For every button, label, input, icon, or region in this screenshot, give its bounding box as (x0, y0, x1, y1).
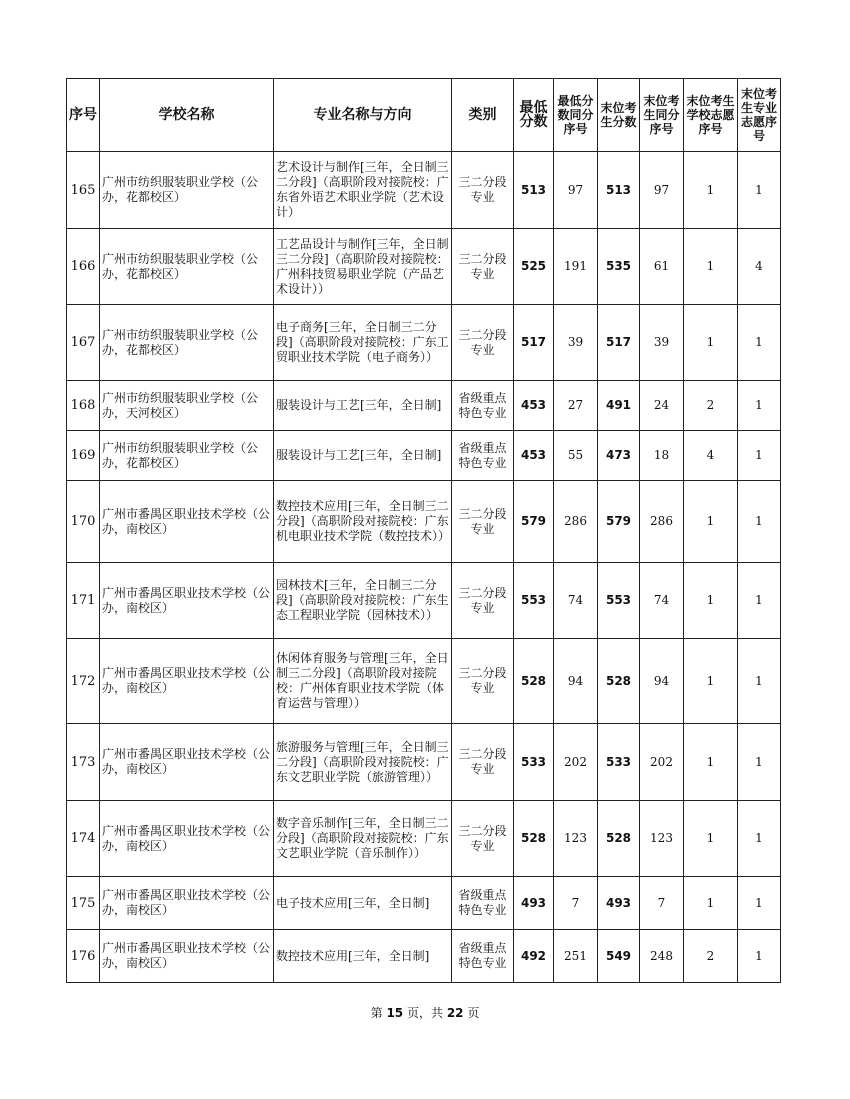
cell-school-pref: 2 (684, 930, 738, 983)
cell-min-rank: 74 (554, 563, 598, 639)
cell-major: 电子技术应用[三年，全日制] (274, 877, 452, 930)
table-row (67, 305, 781, 381)
cell-major-pref: 1 (738, 431, 781, 481)
cell-seq: 173 (67, 724, 100, 801)
cell-seq: 175 (67, 877, 100, 930)
cell-last-rank: 94 (640, 639, 684, 724)
cell-last-score: 579 (598, 481, 640, 563)
table-row (67, 930, 781, 983)
footer-page-number: 15 (386, 1006, 404, 1020)
table-row (67, 801, 781, 877)
cell-school-pref: 1 (684, 724, 738, 801)
cell-school-pref: 1 (684, 563, 738, 639)
cell-last-rank: 248 (640, 930, 684, 983)
cell-min-score: 525 (514, 229, 554, 305)
page-footer (0, 1004, 850, 1021)
cell-min-score: 528 (514, 639, 554, 724)
cell-last-score: 528 (598, 801, 640, 877)
cell-last-rank: 7 (640, 877, 684, 930)
cell-major-pref: 4 (738, 229, 781, 305)
cell-category: 省级重点特色专业 (452, 431, 514, 481)
cell-last-rank: 286 (640, 481, 684, 563)
cell-major: 休闲体育服务与管理[三年，全日制三二分段]（高职阶段对接院校：广州体育职业技术学院（体育运营与管理）） (274, 639, 452, 724)
cell-school: 广州市纺织服装职业学校（公办，花都校区） (100, 229, 274, 305)
cell-school-pref: 1 (684, 481, 738, 563)
cell-school-pref: 1 (684, 801, 738, 877)
cell-last-rank: 61 (640, 229, 684, 305)
cell-last-rank: 123 (640, 801, 684, 877)
cell-seq: 166 (67, 229, 100, 305)
cell-major-pref: 1 (738, 724, 781, 801)
cell-last-rank: 39 (640, 305, 684, 381)
cell-school: 广州市番禺区职业技术学校（公办，南校区） (100, 639, 274, 724)
cell-min-score: 492 (514, 930, 554, 983)
cell-last-score: 535 (598, 229, 640, 305)
cell-seq: 171 (67, 563, 100, 639)
cell-seq: 169 (67, 431, 100, 481)
cell-last-score: 533 (598, 724, 640, 801)
cell-category: 三二分段专业 (452, 563, 514, 639)
cell-school-pref: 2 (684, 381, 738, 431)
header-row (67, 79, 781, 152)
header-last-score: 末位考生分数 (598, 79, 640, 152)
cell-min-score: 517 (514, 305, 554, 381)
header-seq: 序号 (67, 79, 100, 152)
cell-major: 园林技术[三年，全日制三二分段]（高职阶段对接院校：广东生态工程职业学院（园林技术）） (274, 563, 452, 639)
cell-min-rank: 55 (554, 431, 598, 481)
admission-table (66, 78, 781, 983)
cell-major-pref: 1 (738, 305, 781, 381)
cell-seq: 170 (67, 481, 100, 563)
cell-major: 数控技术应用[三年，全日制三二分段]（高职阶段对接院校：广东机电职业技术学院（数控技术）） (274, 481, 452, 563)
cell-major: 旅游服务与管理[三年，全日制三二分段]（高职阶段对接院校：广东文艺职业学院（旅游管理）） (274, 724, 452, 801)
header-min-score: 最低分数 (514, 79, 554, 152)
cell-school: 广州市番禺区职业技术学校（公办，南校区） (100, 563, 274, 639)
cell-last-rank: 18 (640, 431, 684, 481)
cell-school: 广州市纺织服装职业学校（公办，花都校区） (100, 152, 274, 229)
cell-min-rank: 202 (554, 724, 598, 801)
cell-last-score: 493 (598, 877, 640, 930)
cell-min-rank: 251 (554, 930, 598, 983)
cell-school: 广州市纺织服装职业学校（公办，花都校区） (100, 305, 274, 381)
table-row (67, 229, 781, 305)
table-row (67, 481, 781, 563)
cell-school: 广州市番禺区职业技术学校（公办，南校区） (100, 930, 274, 983)
cell-min-rank: 94 (554, 639, 598, 724)
cell-min-score: 533 (514, 724, 554, 801)
cell-min-score: 553 (514, 563, 554, 639)
cell-last-rank: 97 (640, 152, 684, 229)
cell-category: 三二分段专业 (452, 801, 514, 877)
cell-min-score: 579 (514, 481, 554, 563)
cell-category: 三二分段专业 (452, 481, 514, 563)
cell-min-rank: 286 (554, 481, 598, 563)
cell-school: 广州市番禺区职业技术学校（公办，南校区） (100, 481, 274, 563)
cell-school-pref: 1 (684, 152, 738, 229)
header-major: 专业名称与方向 (274, 79, 452, 152)
cell-major: 服装设计与工艺[三年，全日制] (274, 381, 452, 431)
cell-school: 广州市番禺区职业技术学校（公办，南校区） (100, 801, 274, 877)
cell-school-pref: 4 (684, 431, 738, 481)
cell-min-rank: 39 (554, 305, 598, 381)
cell-min-score: 453 (514, 381, 554, 431)
header-school: 学校名称 (100, 79, 274, 152)
cell-category: 省级重点特色专业 (452, 381, 514, 431)
cell-seq: 165 (67, 152, 100, 229)
cell-last-score: 517 (598, 305, 640, 381)
cell-category: 三二分段专业 (452, 229, 514, 305)
header-last-major-pref: 末位考生专业志愿序号 (738, 79, 781, 152)
cell-last-rank: 202 (640, 724, 684, 801)
cell-major: 数字音乐制作[三年，全日制三二分段]（高职阶段对接院校：广东文艺职业学院（音乐制作）） (274, 801, 452, 877)
cell-major: 艺术设计与制作[三年，全日制三二分段]（高职阶段对接院校：广东省外语艺术职业学院（艺术设计） (274, 152, 452, 229)
cell-min-rank: 27 (554, 381, 598, 431)
cell-last-score: 513 (598, 152, 640, 229)
header-category: 类别 (452, 79, 514, 152)
cell-last-score: 553 (598, 563, 640, 639)
cell-school-pref: 1 (684, 305, 738, 381)
cell-major-pref: 1 (738, 152, 781, 229)
footer-total-pages: 22 (446, 1006, 464, 1020)
cell-seq: 176 (67, 930, 100, 983)
table-row (67, 877, 781, 930)
cell-min-score: 453 (514, 431, 554, 481)
cell-category: 省级重点特色专业 (452, 930, 514, 983)
header-last-rank: 末位考生同分序号 (640, 79, 684, 152)
table-row (67, 563, 781, 639)
cell-school: 广州市番禺区职业技术学校（公办，南校区） (100, 877, 274, 930)
cell-major-pref: 1 (738, 930, 781, 983)
table-row (67, 639, 781, 724)
cell-school-pref: 1 (684, 229, 738, 305)
cell-major: 数控技术应用[三年，全日制] (274, 930, 452, 983)
cell-major-pref: 1 (738, 381, 781, 431)
cell-min-score: 513 (514, 152, 554, 229)
cell-seq: 174 (67, 801, 100, 877)
cell-major: 电子商务[三年，全日制三二分段]（高职阶段对接院校：广东工贸职业技术学院（电子商务）） (274, 305, 452, 381)
cell-category: 三二分段专业 (452, 305, 514, 381)
cell-seq: 172 (67, 639, 100, 724)
cell-last-score: 549 (598, 930, 640, 983)
footer-middle: 页，共 (406, 1006, 443, 1020)
cell-school: 广州市番禺区职业技术学校（公办，南校区） (100, 724, 274, 801)
header-min-rank: 最低分数同分序号 (554, 79, 598, 152)
cell-min-rank: 7 (554, 877, 598, 930)
cell-category: 三二分段专业 (452, 639, 514, 724)
cell-seq: 168 (67, 381, 100, 431)
cell-major-pref: 1 (738, 639, 781, 724)
table-row (67, 431, 781, 481)
cell-category: 三二分段专业 (452, 152, 514, 229)
header-last-school-pref: 末位考生学校志愿序号 (684, 79, 738, 152)
cell-last-rank: 74 (640, 563, 684, 639)
cell-school: 广州市纺织服装职业学校（公办，天河校区） (100, 381, 274, 431)
cell-last-rank: 24 (640, 381, 684, 431)
table-row (67, 381, 781, 431)
table-row (67, 724, 781, 801)
cell-category: 三二分段专业 (452, 724, 514, 801)
cell-major-pref: 1 (738, 877, 781, 930)
table-body (67, 152, 781, 983)
table-row (67, 152, 781, 229)
cell-last-score: 491 (598, 381, 640, 431)
cell-major-pref: 1 (738, 563, 781, 639)
cell-school-pref: 1 (684, 639, 738, 724)
cell-min-rank: 123 (554, 801, 598, 877)
cell-major: 服装设计与工艺[三年，全日制] (274, 431, 452, 481)
cell-school-pref: 1 (684, 877, 738, 930)
footer-suffix: 页 (467, 1006, 480, 1020)
cell-category: 省级重点特色专业 (452, 877, 514, 930)
cell-major-pref: 1 (738, 801, 781, 877)
cell-min-rank: 191 (554, 229, 598, 305)
cell-seq: 167 (67, 305, 100, 381)
cell-min-score: 493 (514, 877, 554, 930)
cell-major-pref: 1 (738, 481, 781, 563)
cell-school: 广州市纺织服装职业学校（公办，花都校区） (100, 431, 274, 481)
cell-last-score: 528 (598, 639, 640, 724)
cell-min-score: 528 (514, 801, 554, 877)
footer-prefix: 第 (370, 1006, 383, 1020)
cell-last-score: 473 (598, 431, 640, 481)
cell-major: 工艺品设计与制作[三年，全日制三二分段]（高职阶段对接院校：广州科技贸易职业学院（产品艺术设计）） (274, 229, 452, 305)
cell-min-rank: 97 (554, 152, 598, 229)
